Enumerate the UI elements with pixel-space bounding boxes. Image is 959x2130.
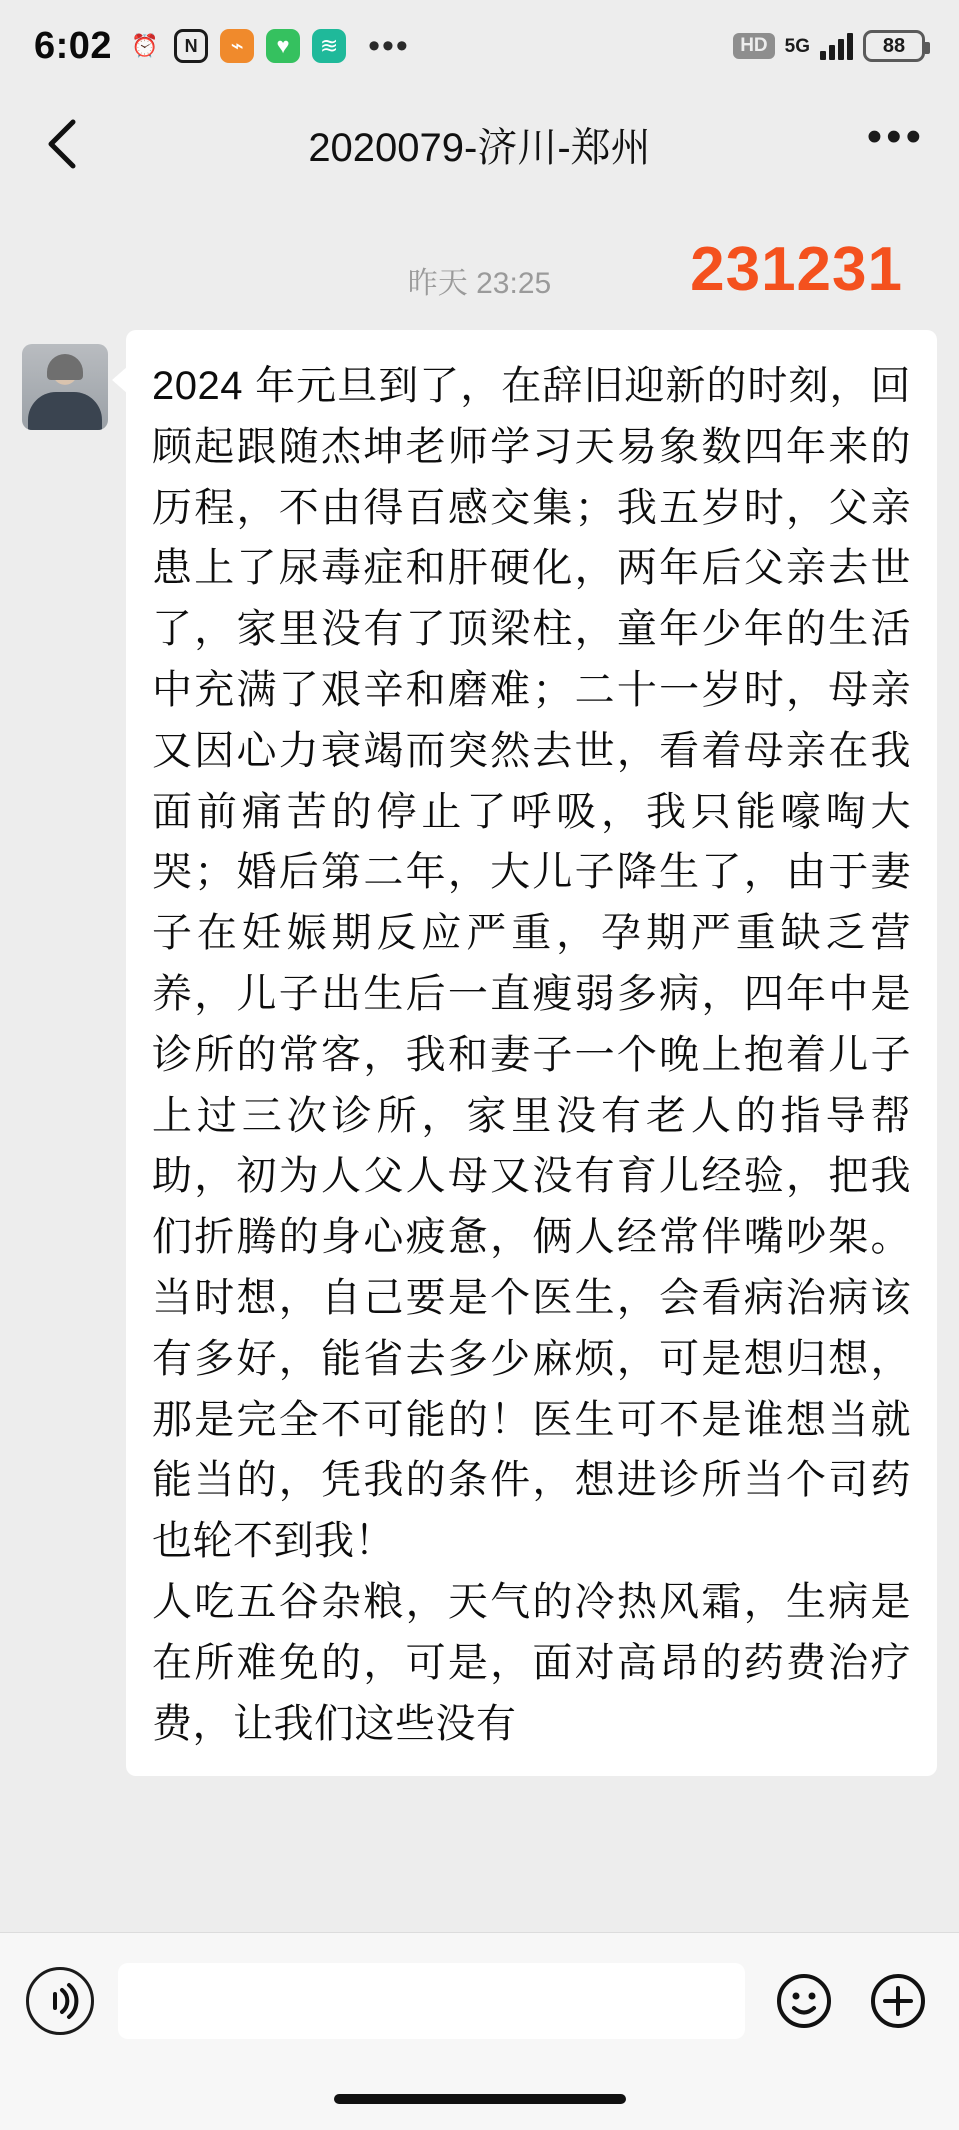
plus-icon[interactable] [863,1966,933,2036]
status-time: 6:02 [34,24,113,67]
input-bar [0,1932,959,2068]
voice-input-icon[interactable] [26,1967,94,2035]
status-overflow-icon: ••• [368,26,410,65]
app-icon-orange: ⌁ [220,29,254,63]
status-left-icons [128,26,410,65]
message-timestamp: 昨天 23:25 [407,267,552,300]
signal-icon [820,32,853,60]
emoji-icon[interactable] [769,1966,839,2036]
bubble-tail [112,366,128,394]
status-bar [0,0,959,92]
app-icon-green: ♥ [266,29,300,63]
message-input[interactable] [118,1963,745,2039]
status-right-icons [733,30,925,62]
home-indicator[interactable] [334,2094,626,2104]
message-bubble[interactable] [126,330,937,1776]
chat-area [0,196,959,1932]
network-label: 5G [784,35,810,57]
alarm-icon: ⏰ [131,33,159,58]
hd-badge: HD [733,33,774,59]
more-options-icon[interactable]: ••• [866,112,925,161]
message-text: 2024 年元旦到了，在辞旧迎新的时刻，回顾起跟随杰坤老师学习天易象数四年来的历程，不由得百感交集；我五岁时，父亲患上了尿毒症和肝硬化，两年后父亲去世了，家里没有了顶梁柱，童年少年的生活中充满了艰辛和磨难；二十一岁时，母亲又因心力衰竭而突然去世，看着母亲在我面前痛苦的停止了呼吸，我只能嚎啕大哭；婚后第二年，大儿子降生了，由于妻子在妊娠期反应严重，孕期严重缺乏营养，儿子出生后一直瘦弱多病，四年中是诊所的常客，我和妻子一个晚上抱着儿子上过三次诊所，家里没有老人的指导帮助，初为人父人母又没有育儿经验，把我们折腾的身心疲惫，俩人经常伴嘴吵架。当时想，自己要是个医生，会看病治病该有多好，能省去多少麻烦，可是想归想，那是完全不可能的！医生可不是谁想当就能当的，凭我的条件，想进诊所当个司药也轮不到我！ [152,364,911,1564]
timestamp-row [22,196,937,330]
nav-bar [0,92,959,196]
back-button[interactable] [34,116,90,172]
avatar[interactable] [22,344,108,430]
battery-level: 88 [882,34,906,57]
message-text-continued: 人吃五谷杂粮，天气的冷热风霜，生病是在所难免的，可是，面对高昂的药费治疗费，让我们这些没有 [152,1579,911,1746]
gesture-bar [0,2068,959,2130]
app-icon-teal: ≋ [312,29,346,63]
highlight-number: 231231 [690,235,903,304]
nfc-icon: N [174,29,208,63]
battery-icon [863,30,925,62]
message-row [22,330,937,1776]
page-title: 2020079-济川-郑州 [308,125,651,170]
message-bubble-wrapper [126,330,937,1776]
